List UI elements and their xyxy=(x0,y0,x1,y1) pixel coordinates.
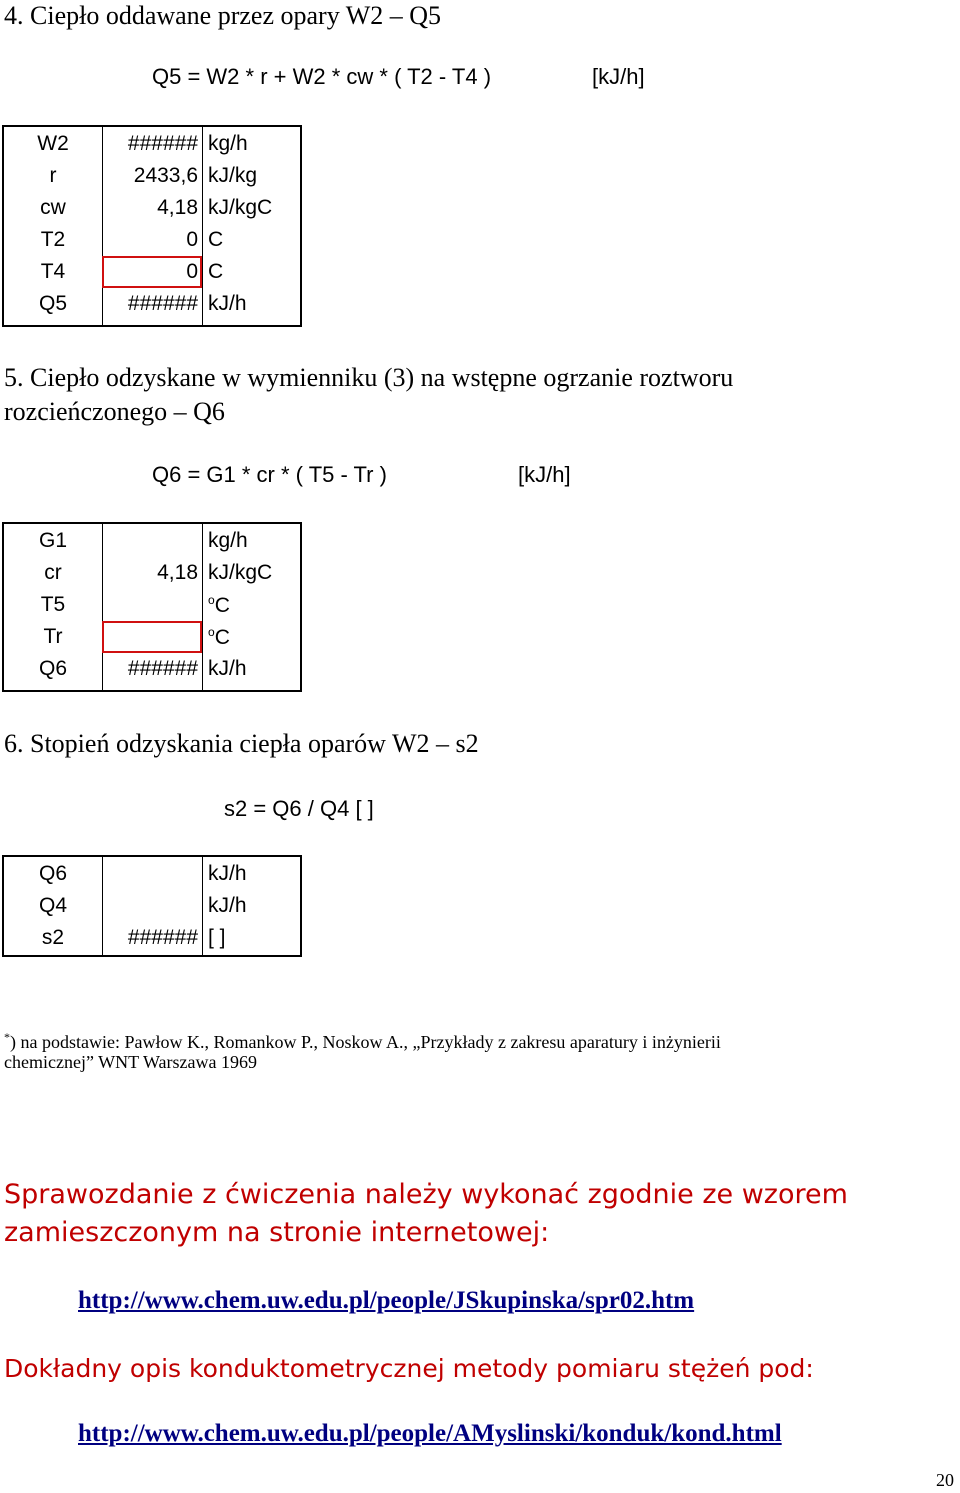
row-unit: kJ/kgC xyxy=(208,196,273,219)
row-unit: kJ/kg xyxy=(208,164,258,187)
reference-text: ) na podstawie: Pawłow K., Romankow P., Noskow A., „Przykłady z zakresu aparatury i inżynierii xyxy=(10,1032,721,1052)
row-unit: [ ] xyxy=(208,926,226,949)
table-row xyxy=(4,160,300,192)
method-description-link[interactable]: http://www.chem.uw.edu.pl/people/AMyslinski/konduk/kond.html xyxy=(78,1420,782,1447)
table-row xyxy=(4,557,300,589)
degree-sup: o xyxy=(208,624,215,639)
unit-text: C xyxy=(214,593,230,617)
row-unit: kg/h xyxy=(208,529,248,552)
row-label: Q5 xyxy=(38,292,67,315)
row-unit: kJ/h xyxy=(208,862,247,885)
g1-input-cell[interactable] xyxy=(102,525,202,557)
row-value: ###### xyxy=(127,657,198,680)
row-label: s2 xyxy=(41,926,65,949)
footnote-marker: * xyxy=(4,1030,10,1044)
row-value: ###### xyxy=(127,926,198,949)
row-value: 0 xyxy=(186,228,198,251)
row-label: cw xyxy=(40,196,66,219)
section-5-unit: [kJ/h] xyxy=(518,462,571,487)
degree-sup: o xyxy=(208,592,215,607)
section-5-heading-line2: rozcieńczonego – Q6 xyxy=(4,397,225,426)
section-6-heading: 6. Stopień odzyskania ciepła oparów W2 – s2 xyxy=(4,729,479,758)
row-unit: kg/h xyxy=(208,132,248,155)
t4-input-cell[interactable]: 0 xyxy=(102,256,202,288)
section-4-table xyxy=(4,128,300,320)
report-line3: Dokładny opis konduktometrycznej metody pomiaru stężeń pod: xyxy=(4,1354,814,1383)
row-label: G1 xyxy=(38,529,67,552)
tr-input-cell[interactable] xyxy=(102,621,202,653)
report-template-link[interactable]: http://www.chem.uw.edu.pl/people/JSkupinska/spr02.htm xyxy=(78,1287,695,1314)
row-value: 4,18 xyxy=(157,196,198,219)
table-row xyxy=(4,525,300,557)
section-4-unit: [kJ/h] xyxy=(592,64,645,89)
table-row xyxy=(4,128,300,160)
row-unit: C xyxy=(208,260,224,283)
row-unit: kJ/h xyxy=(208,894,247,917)
report-line2: zamieszczonym na stronie internetowej: xyxy=(4,1217,550,1248)
section-4-formula: Q5 = W2 * r + W2 * cw * ( T2 - T4 ) xyxy=(152,64,492,89)
row-label: T4 xyxy=(40,260,66,283)
table-row xyxy=(4,256,300,288)
t5-input-cell[interactable] xyxy=(102,589,202,621)
table-row xyxy=(4,621,300,653)
table-row xyxy=(4,224,300,256)
row-unit: kJ/kgC xyxy=(208,561,273,584)
row-label: T2 xyxy=(40,228,66,251)
row-label: W2 xyxy=(37,132,69,155)
section-5-formula: Q6 = G1 * cr * ( T5 - Tr ) xyxy=(152,462,387,487)
report-line1: Sprawozdanie z ćwiczenia należy wykonać zgodnie ze wzorem xyxy=(4,1179,848,1210)
row-label: Q6 xyxy=(38,862,67,885)
page-number: 20 xyxy=(936,1470,954,1490)
table-row xyxy=(4,922,300,954)
table-row xyxy=(4,192,300,224)
q4-input-cell[interactable] xyxy=(102,890,202,922)
section-5-table xyxy=(4,525,300,685)
row-value: 2433,6 xyxy=(133,164,198,187)
row-value: 4,18 xyxy=(157,561,198,584)
row-label: cr xyxy=(44,561,62,584)
row-value: ###### xyxy=(127,292,198,315)
section-6-formula: s2 = Q6 / Q4 [ ] xyxy=(224,796,374,821)
row-unit xyxy=(202,621,300,653)
row-unit: C xyxy=(208,228,224,251)
table-row xyxy=(4,858,300,890)
row-unit: kJ/h xyxy=(208,657,247,680)
table-row xyxy=(4,653,300,685)
section-4-heading: 4. Ciepło oddawane przez opary W2 – Q5 xyxy=(4,1,442,30)
row-label: Q6 xyxy=(38,657,67,680)
section-5-heading-line1: 5. Ciepło odzyskane w wymienniku (3) na wstępne ogrzanie roztworu xyxy=(4,363,734,392)
table-row xyxy=(4,589,300,621)
row-unit: kJ/h xyxy=(208,292,247,315)
row-value: ###### xyxy=(127,132,198,155)
unit-text: C xyxy=(214,625,230,649)
row-label: Tr xyxy=(43,625,63,648)
row-label: T5 xyxy=(40,593,66,616)
section-6-table xyxy=(4,858,300,954)
table-row xyxy=(4,288,300,320)
reference-line2: chemicznej” WNT Warszawa 1969 xyxy=(4,1052,257,1072)
q6-input-cell[interactable] xyxy=(102,858,202,890)
table-row xyxy=(4,890,300,922)
row-label: Q4 xyxy=(38,894,67,917)
row-label: r xyxy=(49,164,57,187)
row-unit xyxy=(202,589,300,621)
